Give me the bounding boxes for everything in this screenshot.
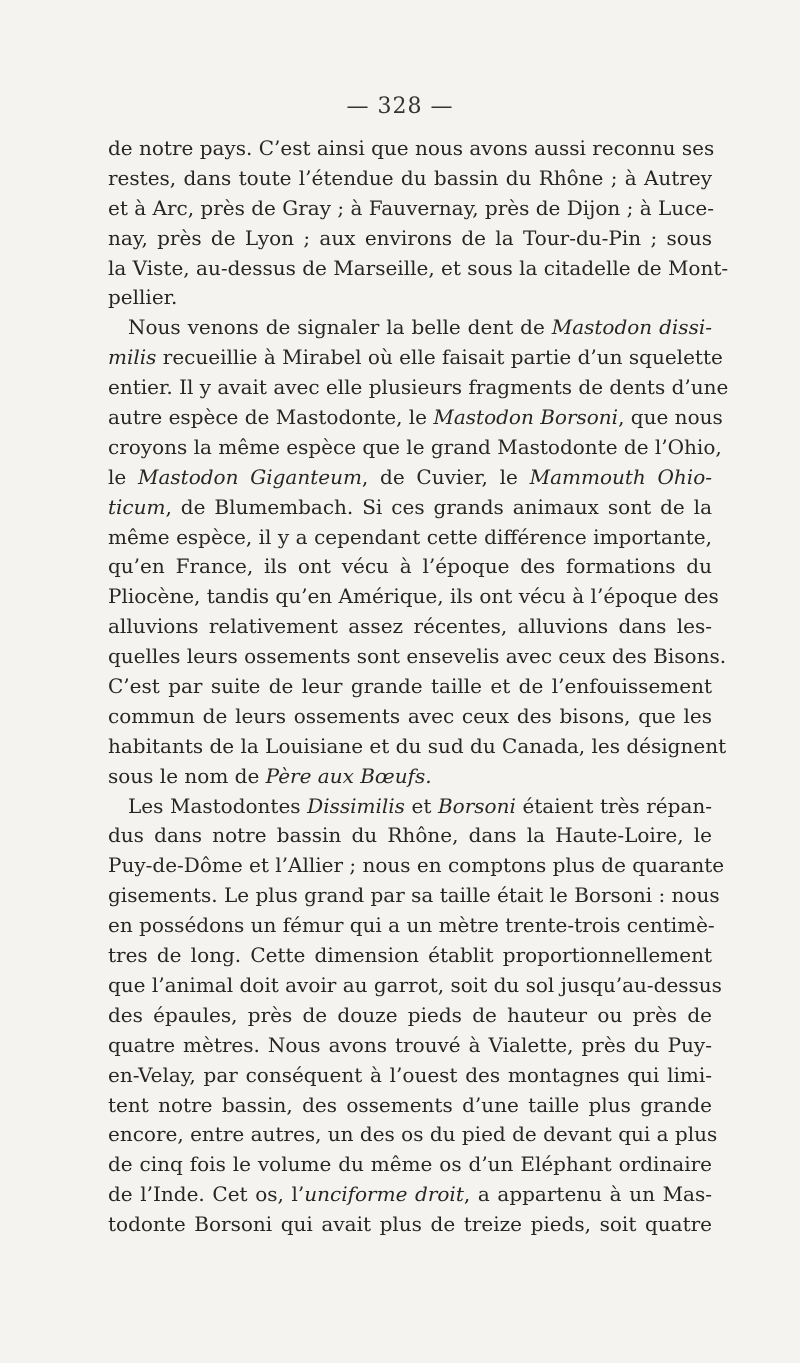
text-segment: , de Cuvier, le (361, 464, 530, 489)
text-segment: C’est par suite de leur grande taille et de l’enfouissement (108, 674, 712, 699)
text-segment: encore, entre autres, un des os du pied de devant qui a plus (108, 1122, 718, 1147)
text-segment: dus dans notre bassin du Rhône, dans la Haute-Loire, le (108, 823, 712, 848)
text-line (108, 642, 727, 672)
text-segment: quatre mètres. Nous avons trouvé à Vialette, près du Puy- (108, 1032, 712, 1057)
text-line (108, 552, 712, 582)
text-segment: quelles leurs ossements sont ensevelis avec ceux des Bisons. (108, 644, 727, 669)
text-segment: nay, près de Lyon ; aux environs de la Tour-du-Pin ; sous (108, 225, 712, 250)
text-segment: et (404, 793, 438, 818)
text-line (108, 792, 712, 822)
text-segment: commun de leurs ossements avec ceux des bisons, que les (108, 703, 712, 728)
text-line (108, 911, 715, 941)
text-segment: habitants de la Louisiane et du sud du Canada, les désignent (108, 733, 727, 758)
text-segment: , a appartenu à un Mas- (463, 1182, 713, 1207)
text-line (108, 1091, 712, 1121)
text-line (108, 523, 712, 553)
text-line (108, 732, 727, 762)
text-segment: croyons la même espèce que le grand Mastodonte de l’Ohio, (108, 434, 722, 459)
text-line (108, 582, 719, 612)
text-line (108, 403, 723, 433)
italic-term: Borsoni (437, 793, 516, 818)
italic-term: Père aux Bœufs. (265, 763, 432, 788)
italic-term: Mammouth Ohio- (529, 464, 713, 489)
text-line (108, 164, 712, 194)
italic-term: unciforme droit (304, 1182, 464, 1207)
text-segment: alluvions relativement assez récentes, alluvions dans les- (108, 614, 712, 639)
text-segment: le (108, 464, 138, 489)
text-line (108, 134, 715, 164)
text-line (108, 194, 712, 224)
text-line (108, 672, 712, 702)
text-segment: étaient très répan- (515, 793, 713, 818)
text-line (108, 1180, 712, 1210)
text-segment: Puy-de-Dôme et l’Allier ; nous en comptons plus de quarante (108, 853, 725, 878)
text-line (108, 762, 712, 792)
text-segment: autre espèce de Mastodonte, le (108, 405, 434, 430)
text-line (108, 493, 712, 523)
text-line (108, 283, 712, 313)
text-segment: , que nous (618, 405, 723, 430)
text-line (108, 1120, 718, 1150)
italic-term: Mastodon Giganteum (138, 464, 362, 489)
italic-term: milis (108, 345, 157, 370)
text-line (108, 612, 712, 642)
text-segment: des épaules, près de douze pieds de hauteur ou près de (108, 1002, 712, 1027)
text-segment: gisements. Le plus grand par sa taille était le Borsoni : nous (108, 883, 720, 908)
italic-term: Dissimilis (307, 793, 405, 818)
text-line (108, 463, 712, 493)
text-line (108, 821, 712, 851)
text-segment: de notre pays. C’est ainsi que nous avons aussi reconnu ses (108, 136, 715, 160)
text-segment: et à Arc, près de Gray ; à Fauvernay, près de Dijon ; à Luce- (108, 195, 714, 220)
text-segment: entier. Il y avait avec elle plusieurs fragments de dents d’une (108, 375, 729, 400)
text-segment: de cinq fois le volume du même os d’un Eléphant ordinaire (108, 1152, 712, 1177)
text-line (108, 851, 725, 881)
italic-term: Mastodon Borsoni (433, 405, 619, 430)
italic-term: Mastodon dissi- (551, 315, 712, 340)
text-line (108, 1210, 712, 1240)
text-segment: pellier. (108, 285, 178, 310)
text-segment: en possédons un fémur qui a un mètre trente-trois centimè- (108, 913, 715, 938)
text-segment: restes, dans toute l’étendue du bassin du Rhône ; à Autrey (108, 165, 712, 190)
page-body (108, 134, 729, 1240)
text-line (108, 1031, 712, 1061)
text-segment: Nous venons de signaler la belle dent de (128, 315, 552, 340)
text-line (108, 941, 712, 971)
text-segment: qu’en France, ils ont vécu à l’époque des formations du (108, 554, 712, 579)
text-segment: Pliocène, tandis qu’en Amérique, ils ont vécu à l’époque des (108, 584, 719, 609)
text-segment: tent notre bassin, des ossements d’une taille plus grande (108, 1092, 712, 1117)
text-segment: que l’animal doit avoir au garrot, soit du sol jusqu’au-dessus (108, 972, 722, 997)
text-line (108, 1150, 712, 1180)
page-number: — 328 — (346, 94, 454, 119)
text-segment: tres de long. Cette dimension établit proportionnellement (108, 943, 712, 968)
text-line (108, 433, 722, 463)
text-segment: Les Mastodontes (128, 793, 308, 818)
text-line (108, 373, 729, 403)
text-segment: , de Blumembach. Si ces grands animaux sont de la (165, 494, 712, 519)
text-segment: sous le nom de (108, 763, 266, 788)
text-line (108, 971, 722, 1001)
text-line (108, 343, 723, 373)
text-line (108, 881, 720, 911)
text-segment: de l’Inde. Cet os, l’ (108, 1182, 305, 1207)
text-line (108, 1061, 712, 1091)
text-line (108, 1001, 712, 1031)
text-segment: même espèce, il y a cependant cette différence importante, (108, 524, 712, 549)
text-segment: recueillie à Mirabel où elle faisait partie d’un squelette (156, 345, 723, 370)
text-line (108, 254, 729, 284)
text-line (108, 702, 712, 732)
italic-term: ticum (108, 494, 166, 519)
text-segment: en-Velay, par conséquent à l’ouest des montagnes qui limi- (108, 1062, 712, 1087)
text-segment: todonte Borsoni qui avait plus de treize pieds, soit quatre (108, 1212, 712, 1237)
text-line (108, 313, 712, 343)
text-segment: la Viste, au-dessus de Marseille, et sous la citadelle de Mont- (108, 255, 729, 280)
text-line (108, 224, 712, 254)
